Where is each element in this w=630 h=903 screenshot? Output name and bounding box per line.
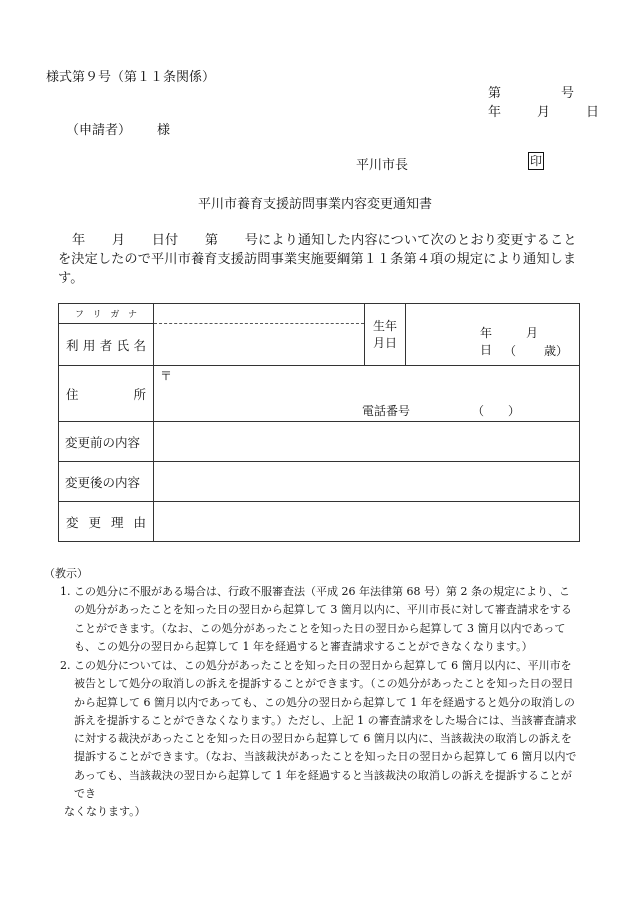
notice-item-2 xyxy=(60,657,580,822)
date-year: 年 xyxy=(488,105,502,120)
issuer-mayor: 平川市長 xyxy=(356,158,409,173)
document-number xyxy=(488,82,574,101)
notice-heading: （教示） xyxy=(44,567,88,580)
date-day: 日 xyxy=(586,105,600,120)
addressee xyxy=(66,119,170,138)
notice-item-1 xyxy=(60,583,580,656)
applicant-info-table xyxy=(58,303,580,542)
notice-item-tail: なくなります。） xyxy=(64,805,146,819)
doc-number-prefix: 第 xyxy=(488,86,502,101)
address-input[interactable] xyxy=(154,366,580,422)
after-content-input[interactable] xyxy=(154,462,580,502)
seal-mark: 印 xyxy=(530,154,543,168)
user-name-input[interactable] xyxy=(154,324,365,366)
user-name-label: 利 用 者 氏 名 xyxy=(59,324,154,366)
before-content-label: 変更前の内容 xyxy=(59,422,154,462)
doc-number-suffix: 号 xyxy=(561,86,575,101)
change-reason-input[interactable] xyxy=(154,502,580,542)
form-number: 様式第９号（第１１条関係） xyxy=(46,70,216,85)
change-reason-label: 変 更 理 由 xyxy=(59,502,154,542)
notice-item-text: この処分に不服がある場合は、行政不服審査法（平成 26 年法律第 68 号）第 2 条の規定により、この処分があったことを知った日の翌日から起算して 3 箇月以内に、平川市長に対して審査請求をすることができます。（なお、この処分があったことを知った日の翌日から起算して 3 箇月以内であっても、この処分の翌日から起算して 1 年を経過すると審査請求することができなくなります。） xyxy=(74,585,572,653)
phone-parens: （ ） xyxy=(472,404,521,418)
document-date xyxy=(488,101,599,120)
birthdate-label: 生年月日 xyxy=(365,304,406,366)
furigana-label: フ リ ガ ナ xyxy=(59,304,154,324)
before-content-input[interactable] xyxy=(154,422,580,462)
phone-label: 電話番号 xyxy=(362,404,411,418)
furigana-input[interactable] xyxy=(154,304,365,324)
after-content-label: 変更後の内容 xyxy=(59,462,154,502)
postal-mark: 〒 xyxy=(160,369,173,383)
notice-item-number: 1. xyxy=(60,585,71,598)
notice-item-number: 2. xyxy=(60,659,71,672)
notice-item-text: この処分については、この処分があったことを知った日の翌日から起算して 6 箇月以内に、平川市を被告として処分の取消しの訴えを提訴することができます。（この処分があったことを知った日の翌日から起算して 6 箇月以内であっても、この処分の翌日から起算して 1 年を経過すると処分の取消しの訴えを提訴することができなくなります。）ただし、上記 1 の審査請求をした場合には、当該審査請求に対する裁決があったことを知った日の翌日から起算して 6 箇月以内に、当該裁決の取消しの訴えを提訴することができます。（なお、当該裁決があったことを知った日の翌日から起算して 6 箇月以内であっても、当該裁決の翌日から起算して 1 年を経過すると当該裁決の取消しの訴えを提訴することができ xyxy=(74,659,577,801)
applicant-label: （申請者） xyxy=(66,123,132,138)
document-title: 平川市養育支援訪問事業内容変更通知書 xyxy=(197,197,432,212)
body-text: 年 月 日付 第 号により通知した内容について次のとおり変更することを決定したので平川市養育支援訪問事業実施要綱第１１条第４項の規定により通知します。 xyxy=(58,233,577,286)
address-label: 住 所 xyxy=(59,366,154,422)
date-month: 月 xyxy=(537,105,551,120)
birthdate-input[interactable]: 年 月日 （ 歳） xyxy=(406,304,580,366)
honorific: 様 xyxy=(157,123,171,138)
